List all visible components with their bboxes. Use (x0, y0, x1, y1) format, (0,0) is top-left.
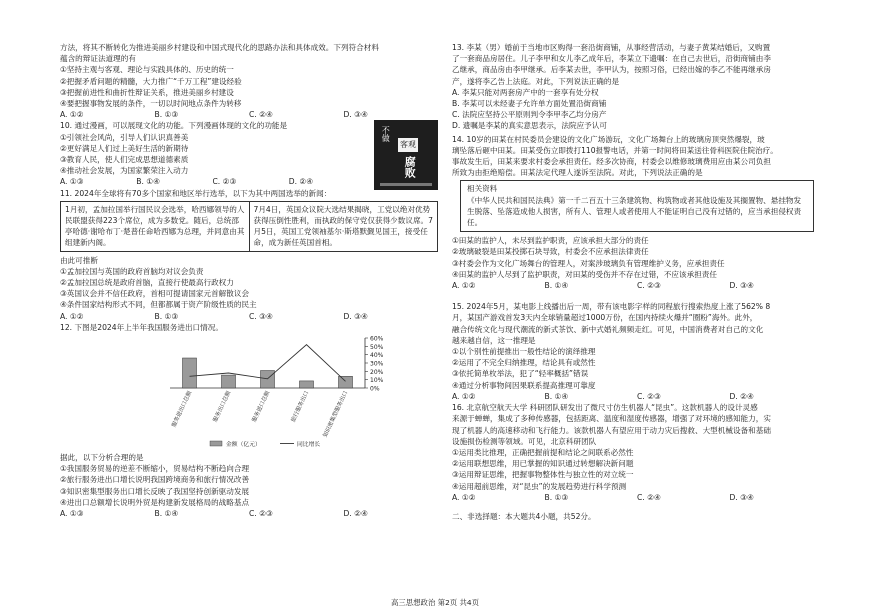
q12-line: ①我国服务贸易的逆差不断缩小，贸易结构不断趋向合理 (60, 464, 250, 474)
legend-bar-swatch (210, 441, 222, 446)
trade-chart (60, 334, 438, 452)
q10-option-d[interactable]: D. ②④ (288, 177, 314, 187)
q14-options (452, 280, 822, 291)
q15-option-d[interactable]: D. ②④ (729, 391, 754, 401)
q11-news-bangladesh: 1月初，孟加拉国举行国民议会选举，哈西娜领导的人民联盟获得223个席位，成为多数党。随后，总统邵亭哈德·谢哈布丁·楚普任命哈西娜为总理，并同意由其组建新内阁。 (65, 204, 245, 248)
q15-line: ①以个别性前提推出一般性结论的演绎推理 (452, 347, 596, 357)
q12-option-d[interactable]: D. ②④ (343, 509, 368, 519)
q10-options (60, 176, 365, 187)
question-13 (452, 42, 822, 132)
category-label: 服务出口总额 (212, 390, 233, 424)
q10-option-a[interactable]: A. ①③ (60, 177, 84, 187)
q9-line: 方法，将其不断转化为推进美丽乡村建设和中国式现代化的思路办法和具体成效。下列符合材料 (60, 43, 379, 52)
q11-line: ①孟加拉国与英国的政府首脑均对议会负责 (60, 266, 204, 276)
q11-news-uk: 7月4日，英国众议院大选结果揭晓，工党以绝对优势获得压倒性胜利，而执政的保守党仅获得少数议席。7月5日，英国工党领袖基尔·斯塔默觐见国王，接受任命，成为新任英国首相。 (249, 202, 438, 251)
right-tick-label: 30% (370, 360, 384, 368)
q16-line: 设施损伤检测等领域。可见，北京科研团队 (452, 436, 597, 446)
q9-option-b[interactable]: B. ①③ (154, 110, 179, 120)
q9-line: ②把握矛盾问题的精髓，大力推广“千万工程”建设经验 (60, 76, 242, 86)
right-tick-label: 60% (370, 335, 384, 343)
q16-line: ④运用超前思维，对“昆虫”的发展趋势进行科学预测 (452, 481, 627, 491)
q11-option-a[interactable]: A. ①② (60, 311, 84, 321)
page-footer: 高三思想政治 第2页 共4页 (390, 598, 479, 607)
q9-option-d[interactable]: D. ③④ (343, 110, 368, 120)
q16-option-a[interactable]: A. ①② (452, 492, 476, 502)
question-12-title: 12. 下图是2024年上半年我国服务进出口情况。 (60, 322, 223, 332)
q15-option-c[interactable]: C. ②③ (637, 391, 661, 401)
part-two-heading: 二、非选择题：本大题共4小题，共52分。 (452, 511, 596, 521)
q11-line: ②孟加拉国总统是政府首脑，直接行使最高行政权力 (60, 278, 234, 288)
q14-option-b[interactable]: B. ①④ (544, 281, 569, 291)
q12-line: ②旅行服务进出口增长说明我国跨境商务和旅行情况改善 (60, 475, 250, 485)
question-11-statements (60, 255, 438, 311)
q11-line: 由此可推断 (60, 255, 98, 265)
q11-line: 11. 2024年全球将有70多个国家和地区举行选举，以下为其中两国选举的新闻： (60, 188, 332, 198)
q13-line: D. 遗嘱是李某的真实意思表示，法院应予认可 (452, 121, 607, 131)
question-9 (60, 42, 438, 109)
q10-option-b[interactable]: B. ①④ (136, 177, 160, 187)
q13-line: 13. 李某（男）婚前于当地市区购得一套沿街商铺，从事经营活动，与妻子黄某结婚后，又购置 (452, 43, 771, 52)
q11-news-boxes (60, 201, 438, 252)
q12-option-b[interactable]: B. ①④ (154, 509, 179, 519)
q10-option-c[interactable]: C. ②③ (212, 177, 237, 187)
q12-option-a[interactable]: A. ①③ (60, 509, 84, 519)
q16-option-b[interactable]: B. ①③ (544, 492, 569, 502)
q13-line: A. 李某只能对两套房产中的一套享有处分权 (452, 87, 599, 97)
right-tick-label: 0% (370, 385, 380, 393)
q13-line: C. 法院应坚持公平原则判令李甲李乙均分房产 (452, 110, 607, 120)
q9-option-c[interactable]: C. ②④ (249, 110, 273, 120)
poster-text-2: 客观 (398, 138, 418, 151)
q13-line: 乙继承，商品房由李甲继承。后李某去世，李甲认为，按照习俗，已经出嫁的李乙不能再继承房 (452, 65, 771, 75)
q14-line: ③村委会作为文化广场舞台的管理人，对案涉玻璃负有管理维护义务，应承担责任 (452, 258, 725, 268)
poster-text-1: 不做 (381, 126, 391, 143)
q12-options (60, 508, 438, 519)
q12-line: ③知识密集型服务出口增长反映了我国坚持创新驱动发展 (60, 486, 250, 496)
q9-line: 蕴含的辩证法道理的有 (60, 54, 136, 64)
q11-option-c[interactable]: C. ③④ (249, 311, 273, 321)
right-tick-label: 50% (370, 343, 384, 351)
q13-line: 产，遂将李乙告上法庭。对此，下列说法正确的是 (452, 76, 620, 86)
q11-option-b[interactable]: B. ①③ (154, 311, 179, 321)
q12-line: ④进出口总额增长说明外贸是构建新发展格局的战略基点 (60, 497, 250, 507)
q12-option-c[interactable]: C. ②③ (249, 509, 273, 519)
q9-options (60, 109, 438, 120)
q15-line: 越来越自信，这一推理是 (452, 335, 536, 345)
q10-line: ②更好满足人们过上美好生活的新期待 (60, 143, 189, 153)
q16-option-d[interactable]: D. ③④ (729, 492, 754, 502)
q16-line: 现了机器人的高速移动和飞行能力。该款机器人有望应用于动力灾后搜救、大型机械设备和基础 (452, 425, 771, 435)
q14-line: 事故发生后，田某来要求村委会承担责任。经多次协商，村委会以维修玻璃费用应由某公司负担 (452, 157, 771, 167)
q15-line: ④通过分析事物间因果联系提高推理可靠度 (452, 380, 596, 390)
q16-options (452, 492, 822, 503)
q15-line: 月，某国产游戏首发3天内全球销量超过1000万份，在国内持续火爆并“圈粉”海外。此外， (452, 313, 758, 323)
category-label: 知识密集型服务出口 (322, 390, 350, 439)
poster-text-3: 腐败 (403, 156, 417, 179)
q15-line: ③依托简单枚举法，犯了“轻率概括”错误 (452, 369, 589, 379)
legend-line-label: 同比增长 (297, 442, 321, 449)
question-14 (452, 134, 822, 179)
q16-line: 来源于蝉蝉，集成了多种传感器，包括距离、温度和湿度传感器，增强了对环境的感知能力，实 (452, 414, 771, 424)
question-15 (452, 301, 822, 391)
q15-option-a[interactable]: A. ①② (452, 391, 476, 401)
q14-option-a[interactable]: A. ①② (452, 281, 476, 291)
q14-option-d[interactable]: D. ③④ (729, 281, 754, 291)
category-label: 服务进出口总额 (171, 390, 194, 429)
q16-line: 16. 北京航空航天大学 科研团队研发出了微尺寸仿生机器人“昆虫”。这款机器人的设计灵感 (452, 403, 758, 413)
q10-line: 10. 通过漫画，可以展现文化的功能。下列漫画体现的文化的功能是 (60, 121, 288, 131)
right-column (452, 42, 822, 522)
q15-options (452, 391, 822, 402)
q13-line: B. 李某可以未经妻子允许单方面处置沿街商铺 (452, 99, 607, 109)
q14-reference-body: 《中华人民共和国民法典》第一千二百五十三条建筑物、构筑物或者其他设施及其搁置物、悬挂物发生脱落、坠落造成他人损害，所有人、管理人或者使用人不能证明自己没有过错的，应当承担侵权责任。 (467, 195, 802, 228)
q13-line: 了一套商品房居住。儿子李甲和女儿李乙成年后，李某立下遗嘱：在自己去世后，沿街商铺由李 (452, 54, 771, 64)
right-tick-label: 10% (370, 377, 384, 385)
q14-line: 14. 10岁的田某在村民委员会建设的文化广场游玩，文化广场舞台上的玻璃房顶突然爆裂，玻 (452, 134, 765, 144)
q15-line: 15. 2024年5月，某电影上线播出后一周，带有该电影字样的同程旅行搜索热度上涨了562% 8 (452, 302, 771, 312)
bar (299, 381, 313, 388)
category-label: 服务进口总额 (251, 390, 272, 424)
category-label: 旅行服务出口 (290, 390, 311, 424)
right-tick-label: 20% (370, 368, 384, 376)
q11-option-d[interactable]: D. ③④ (343, 311, 368, 321)
q9-line: ④要把握事物发展的条件，一切以时间地点条件为转移 (60, 99, 242, 109)
q9-line: ①坚持主观与客观、理论与实践具体的、历史的统一 (60, 65, 234, 75)
q16-line: ③运用辩证思维，把握事物整体性与独立性的对立统一 (452, 470, 634, 480)
q10-line: ④推动社会发展，为国家繁荣注入动力 (60, 166, 189, 176)
q15-option-b[interactable]: B. ①④ (544, 391, 569, 401)
q15-line: ②运用了不完全归纳推理，结论具有或然性 (452, 358, 596, 368)
question-10 (60, 120, 438, 187)
q14-option-c[interactable]: C. ②③ (637, 281, 661, 291)
q11-options (60, 311, 438, 322)
question-16 (452, 402, 822, 492)
question-14-statements (452, 235, 822, 280)
trade-chart-svg (160, 334, 400, 452)
right-tick-label: 40% (370, 352, 384, 360)
q14-reference-title: 相关资料 (467, 184, 498, 194)
bar (338, 376, 352, 388)
q11-line: ④条件国家结构形式不同，但都都属于资产阶级性质的民主 (60, 300, 257, 310)
legend-bar-label: 金额（亿元） (226, 442, 261, 449)
bar (182, 358, 196, 388)
cartoon-poster (374, 120, 438, 190)
q14-line: ①田某的监护人，未尽到监护职责，应该承担大部分的责任 (452, 236, 649, 246)
q12-line: 据此，以下分析合理的是 (60, 453, 144, 463)
q14-line: ④田某的监护人尽到了监护职责，对田某的受伤并不存在过错，不应该承担责任 (452, 269, 717, 279)
q10-line: ①引领社会风尚，引导人们认识真善美 (60, 132, 189, 142)
q15-line: 融合传统文化与现代潮流的新式茶饮、新中式婚礼频频走红。可见，中国消费者对自己的文化 (452, 324, 764, 334)
q9-option-a[interactable]: A. ①② (60, 110, 84, 120)
q16-line: ②运用联想思维，用已掌握的知识通过转想解决新问题 (452, 459, 634, 469)
q11-line: ③英国议会并不信任政府，首相可提请国家元首解散议会 (60, 289, 250, 299)
q16-option-c[interactable]: C. ②④ (637, 492, 661, 502)
bar (221, 375, 235, 388)
question-10-text (60, 120, 365, 176)
q14-reference-box (460, 180, 814, 232)
poster-bar (380, 183, 432, 186)
question-12-statements (60, 452, 438, 508)
q16-line: ①运用类比推理，正确把握前提和结论之间联系必然性 (452, 447, 634, 457)
q14-line: 璃坠落后砸中田某。田某受伤立即拨打110报警电话，并第一时间将田某送往骨科医院住院治疗。 (452, 145, 778, 155)
left-column (60, 42, 438, 519)
q14-line: 所致为由拒绝赔偿。田某法定代理人遂诉至法院。对此，下列说法正确的是 (452, 168, 703, 178)
q9-line: ③把握前进性和曲折性辩证关系，推进美丽乡村建设 (60, 87, 234, 97)
q10-line: ③教育人民，使人们完成思想道德素质 (60, 155, 189, 165)
q14-line: ②玻璃破裂是田某投掷石块导致，村委会不应承担法律责任 (452, 247, 649, 257)
